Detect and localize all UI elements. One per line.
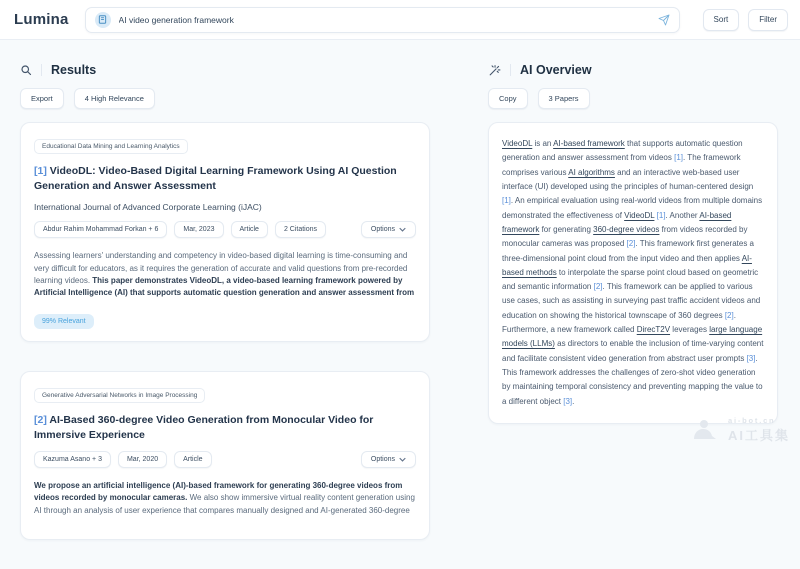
citation-marker[interactable]: [1] (674, 153, 683, 163)
citation-marker[interactable]: [2] (626, 239, 636, 249)
overview-actions (488, 88, 778, 109)
meta-row (34, 451, 416, 468)
authors-chip[interactable]: Kazuma Asano + 3 (34, 451, 111, 468)
overview-link[interactable]: AI-based methods (502, 253, 752, 277)
abstract-segment: We also show immersive virtual reality content generation using AI through an analysis of user experience that compares manually designed and AI-generated 360-degree (34, 493, 415, 515)
overview-text (502, 137, 764, 409)
watermark-url: ai-bot.cn (727, 416, 776, 425)
top-bar (0, 0, 800, 40)
overview-text-segment: for generating (539, 224, 594, 234)
overview-text-segment: is an (532, 139, 554, 148)
relevance-filter-badge[interactable]: 4 High Relevance (74, 88, 155, 109)
divider (510, 64, 511, 76)
overview-text-segment: from videos recorded by monocular cameras was proposed (502, 224, 748, 249)
abstract-highlight: We propose an artificial intelligence (AI)-based framework for generating 360-degree videos from videos recorded by monocular cameras. (34, 481, 403, 503)
overview-link[interactable]: VideoDL (502, 139, 533, 148)
search-icon (20, 64, 32, 76)
result-card (20, 122, 430, 342)
overview-title: AI Overview (520, 63, 592, 77)
meta-chip[interactable]: Mar, 2020 (118, 451, 167, 468)
overview-text-segment: . This framework first generates a three-dimensional point cloud from the input video and then applies (502, 239, 754, 263)
meta-chip[interactable]: Article (174, 451, 211, 468)
citation-marker[interactable]: [1] (656, 210, 666, 220)
overview-text-segment: . This framework can be applied to various use cases, such as assisting in surveying past traffic accident videos and education on showing the historical townscape of 360 degrees (502, 282, 761, 320)
results-title: Results (51, 63, 97, 77)
overview-link[interactable]: 360-degree videos (593, 224, 660, 234)
meta-chip[interactable]: Mar, 2023 (174, 221, 223, 238)
overview-text-segment: leverages (670, 325, 710, 335)
citation-marker[interactable]: [1] (502, 196, 511, 206)
overview-link[interactable]: AI algorithms (568, 167, 615, 177)
results-actions (20, 88, 430, 109)
wand-icon (488, 64, 501, 77)
overview-link[interactable]: VideoDL (624, 210, 655, 220)
topic-tag[interactable]: Educational Data Mining and Learning Analytics (34, 139, 188, 154)
citation-marker[interactable]: [2] (593, 282, 603, 292)
journal-icon (95, 12, 111, 28)
options-button[interactable] (361, 451, 416, 468)
export-button[interactable]: Export (20, 88, 64, 109)
overview-text-segment: . (572, 396, 575, 406)
overview-text-segment: . The framework comprises various (502, 153, 741, 177)
meta-row (34, 221, 416, 238)
send-icon[interactable] (658, 14, 670, 26)
brand-logo[interactable]: Lumina (14, 11, 69, 28)
overview-link[interactable]: AI-based framework (502, 210, 732, 234)
options-button[interactable] (361, 221, 416, 238)
abstract-text (34, 480, 416, 517)
search-input[interactable]: AI video generation framework (118, 14, 234, 25)
results-list (20, 122, 430, 540)
overview-text-segment: . An empirical evaluation using real-world videos from multiple domains demonstrated the effectiveness of (502, 196, 763, 220)
citation-ref: [1] (34, 165, 50, 177)
overview-text-segment: to interpolate the sparse point cloud based on geometric and semantic information (502, 267, 759, 292)
overview-text-segment: that supports automatic question generation and answer assessment from videos (502, 139, 743, 163)
overview-link[interactable]: large language models (LLMs) (502, 325, 763, 349)
meta-chip[interactable]: Article (231, 221, 268, 238)
abstract-highlight: This paper demonstrates VideoDL, a video-based learning framework powered by Artificial Intelligence (AI) that supports automatic question generation and answer assessment from (34, 276, 415, 298)
main-content (0, 40, 800, 569)
ai-overview-panel (488, 62, 778, 569)
watermark-name: AI工具集 (727, 428, 790, 443)
overview-text-segment: . Furthermore, a new framework called (502, 310, 736, 335)
results-header (20, 62, 430, 78)
result-card (20, 371, 430, 540)
abstract-text (34, 250, 416, 299)
overview-text-segment: and an interactive web-based user interface (UI) developed using the principles of human-centered design (502, 167, 754, 191)
options-label: Options (370, 456, 395, 464)
overview-text-segment: . Another (665, 210, 700, 220)
copy-button[interactable]: Copy (488, 88, 528, 109)
citation-marker[interactable]: [3] (563, 396, 573, 406)
citation-marker[interactable]: [2] (724, 310, 734, 320)
divider (41, 64, 42, 76)
overview-card (488, 122, 778, 424)
abstract-segment: Assessing learners' understanding and competency in video-based digital learning is time-consuming and very difficult for educators, as it requires the generation of accurate and valid questions from pre-recorded learning videos. (34, 251, 408, 286)
filter-button[interactable]: Filter (748, 9, 788, 31)
relevance-badge: 99% Relevant (34, 314, 94, 329)
chevron-down-icon (399, 457, 406, 462)
chevron-down-icon (399, 227, 406, 232)
overview-link[interactable]: DirecT2V (636, 325, 671, 335)
paper-title[interactable]: [2] AI-Based 360-degree Video Generation from Monocular Video for Immersive Experience (34, 413, 374, 441)
topic-tag[interactable]: Generative Adversarial Networks in Image Processing (34, 388, 205, 403)
results-panel (20, 62, 430, 569)
citation-marker[interactable]: [3] (746, 353, 756, 363)
overview-link[interactable]: AI-based framework (553, 139, 625, 148)
overview-text-segment: . This framework addresses the challenges of zero-shot video generation by maintaining temporal consistency and preventing mapping the value to a different object (502, 353, 763, 406)
authors-chip[interactable]: Abdur Rahim Mohammad Forkan + 6 (34, 221, 167, 238)
paper-title[interactable]: [1] VideoDL: Video-Based Digital Learning Framework Using AI Question Generation and Answer Assessment (34, 165, 397, 193)
sort-button[interactable]: Sort (703, 9, 740, 31)
search-bar[interactable] (85, 7, 680, 33)
journal-name: International Journal of Advanced Corporate Learning (iJAC) (34, 202, 262, 213)
overview-header (488, 62, 778, 78)
papers-badge[interactable]: 3 Papers (538, 88, 590, 109)
options-label: Options (370, 226, 395, 234)
overview-text-segment: as directors to enable the inclusion of time-varying content and facilitate consistent video generation from abstract user prompts (502, 339, 764, 363)
meta-chip[interactable]: 2 Citations (275, 221, 326, 238)
citation-ref: [2] (34, 413, 50, 426)
